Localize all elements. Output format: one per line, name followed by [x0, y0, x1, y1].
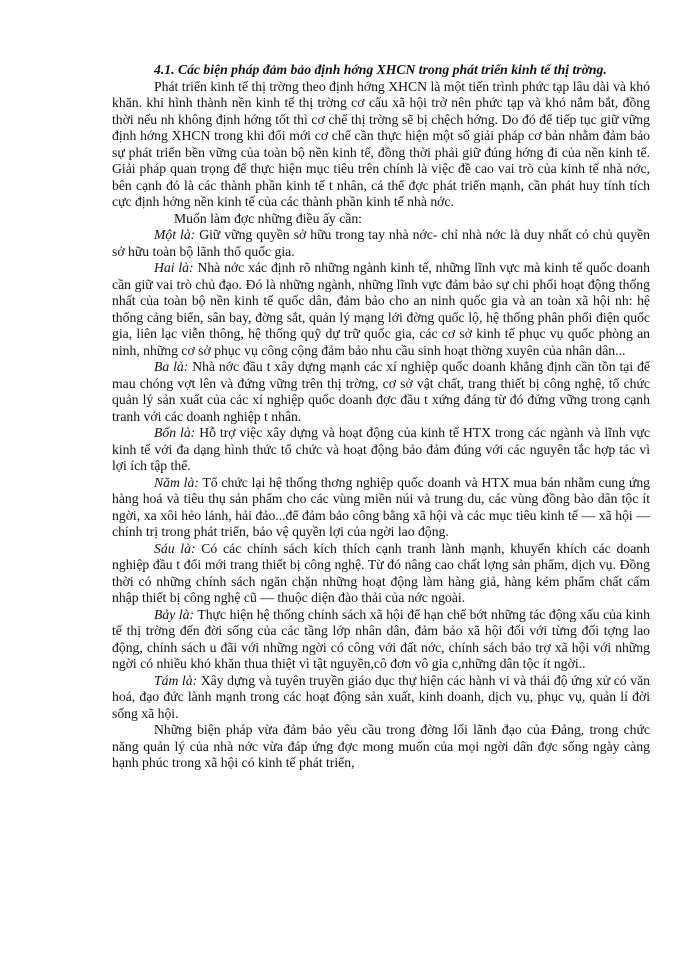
item-paragraph-2	[112, 260, 650, 359]
item-paragraph-7	[112, 607, 650, 673]
item-label: Tám là:	[154, 672, 198, 688]
item-paragraph-4	[112, 425, 650, 475]
item-label: Ba là:	[154, 359, 189, 374]
section-title: 4.1. Các biện pháp đảm bảo định hớng XHCN trong phát triển kinh tế thị trờng.	[154, 62, 607, 77]
closing-paragraph: Những biện pháp vừa đảm bảo yêu cầu trong đờng lối lãnh đạo của Đảng, trong chức năng quản lý của nhà nớc vừa đáp ứng đợc mong muốn của mọi ngời dân đợc sống ngày càng hạnh phúc trong xã hội có kinh tế phát triển,	[112, 722, 650, 770]
item-text: Giữ vững quyền sở hữu trong tay nhà nớc- chỉ nhà nớc là duy nhất có chủ quyền sở hữu toàn bộ lãnh thổ quốc gia.	[112, 227, 650, 259]
intro-paragraph: Phát triển kinh tế thị trờng theo định hớng XHCN là một tiến trình phức tạp lâu dài và khó khăn. khi hình thành nền kinh tế thị trờng cơ cấu xã hội trở nên phức tạp và khó nắm bắt, đồng thời nếu nh không định hớng tốt thì cơ chế thị trờng sẽ bị chệch hớng. Do đó để tiếp tục giữ vững định hớng XHCN trong khi đổi mới cơ chế cần thực hiện một số giải pháp cơ bản nhằm đảm bảo sự phát triển bền vững của toàn bộ nền kinh tế, đồng thời phải giữ đúng hớng đi của nền kinh tế. Giải pháp quan trọng để thực hiện mục tiêu trên chính là việc đề cao vai trò của kinh tế nhà nớc, bên cạnh đó là các thành phần kinh tế t nhân, cá thể đợc phát triển mạnh, cần phát huy tính tích cực định hớng nền kinh tế của các thành phần kinh tế nhà nớc.	[112, 78, 650, 209]
item-paragraph-1	[112, 227, 650, 260]
item-text: Hỗ trợ việc xây dựng và hoạt động của kinh tế HTX trong các ngành và lĩnh vực kinh tế với đa dạng hình thức tổ chức và hoạt động bảo đảm đúng với các nguyên tắc hợp tác vì lợi ích tập thể.	[112, 425, 650, 473]
item-paragraph-5	[112, 475, 650, 541]
item-label: Sáu là:	[154, 540, 196, 556]
item-paragraph-6	[112, 541, 650, 607]
item-paragraph-8	[112, 673, 650, 723]
item-text: Nhà nớc xác định rõ những ngành kinh tế, những lĩnh vực mà kinh tế quốc doanh cần giữ vai trò chủ đạo. Đó là những ngành, những lĩnh vực đảm bảo sự chi phối hoạt động thống nhất của toàn bộ nền kinh tế quốc dân, đảm bảo cho an ninh quốc gia và an toàn xã hội nh: hệ thống cảng biển, sân bay, đờng sắt, quản lý mạng lới đờng quốc lộ, hệ thống phân phối điện quốc gia, liên lạc viễn thông, hệ thống quỹ dự trữ quốc gia, các cơ sở kinh tế phục vụ quốc phòng an ninh, những cơ sở phục vụ công cộng đảm bảo nhu cầu sinh hoạt thờng xuyên của nhân dân...	[112, 260, 650, 358]
item-text: Tổ chức lại hệ thống thơng nghiệp quốc doanh và HTX mua bán nhằm cung ứng hàng hoá và tiêu thụ sản phẩm cho các vùng miền núi và trung du, các vùng đồng bào dân tộc ít ngời, xa xôi hẻo lánh, hải đảo...để đảm bảo công bằng xã hội và các mục tiêu kinh tế — xã hội — chính trị trong phát triển, bảo vệ quyền lợi của ngời lao động.	[112, 474, 651, 539]
item-paragraph-3	[112, 359, 650, 425]
item-text: Xây dựng và tuyên truyền giáo dục thự hiện các hành vi và thái độ ứng xử có văn hoá, đạo đức lành mạnh trong các hoạt động sản xuất, kinh doanh, dịch vụ, phục vụ, quản lí đời sống xã hội.	[112, 672, 650, 721]
item-text: Thực hiện hệ thống chính sách xã hội để hạn chế bớt những tác động xấu của kinh tế thị trờng đến đời sống của các tầng lớp nhân dân, đảm bảo xã hội đối với từng đối tợng lao động, chính sách u đãi với những ngời có công với đất nớc, chính sách bảo trợ xã hội với những ngời có nhiều khó khăn thua thiệt vì tật nguyền,cô đơn vô gia c,những dân tộc ít ngời..	[112, 606, 650, 671]
item-label: Bốn là:	[154, 425, 196, 440]
item-label: Năm là:	[154, 474, 199, 490]
item-label: Hai là:	[154, 260, 194, 275]
item-text: Nhà nớc đầu t xây dựng mạnh các xí nghiệp quốc doanh khẳng định cần tồn tại để mau chóng vợt lên và đứng vững trên thị trờng, cơ sở vật chất, trang thiết bị công nghệ, tổ chức quản lý sản xuất của các xí nghiệp quốc doanh đợc đầu t xứng đáng từ đó đứng vững trong cạnh tranh với các doanh nghiệp t nhân.	[112, 359, 650, 424]
item-label: Một là:	[154, 227, 196, 242]
item-label: Bảy là:	[154, 606, 195, 622]
lead-in-paragraph: Muốn làm đợc những điều ấy cần:	[174, 210, 362, 226]
item-text: Có các chính sách kích thích cạnh tranh lành mạnh, khuyến khích các doanh nghiệp đầu t đổi mới trang thiết bị công nghệ. Từ đó nâng cao chất lợng sản phẩm, dịch vụ. Đồng thời có những chính sách ngăn chặn những hoạt động làm hàng giả, hàng kém phẩm chất cấm nhập thiết bị công nghệ cũ — thuộc diện đào thải của nớc ngoài.	[112, 540, 650, 605]
